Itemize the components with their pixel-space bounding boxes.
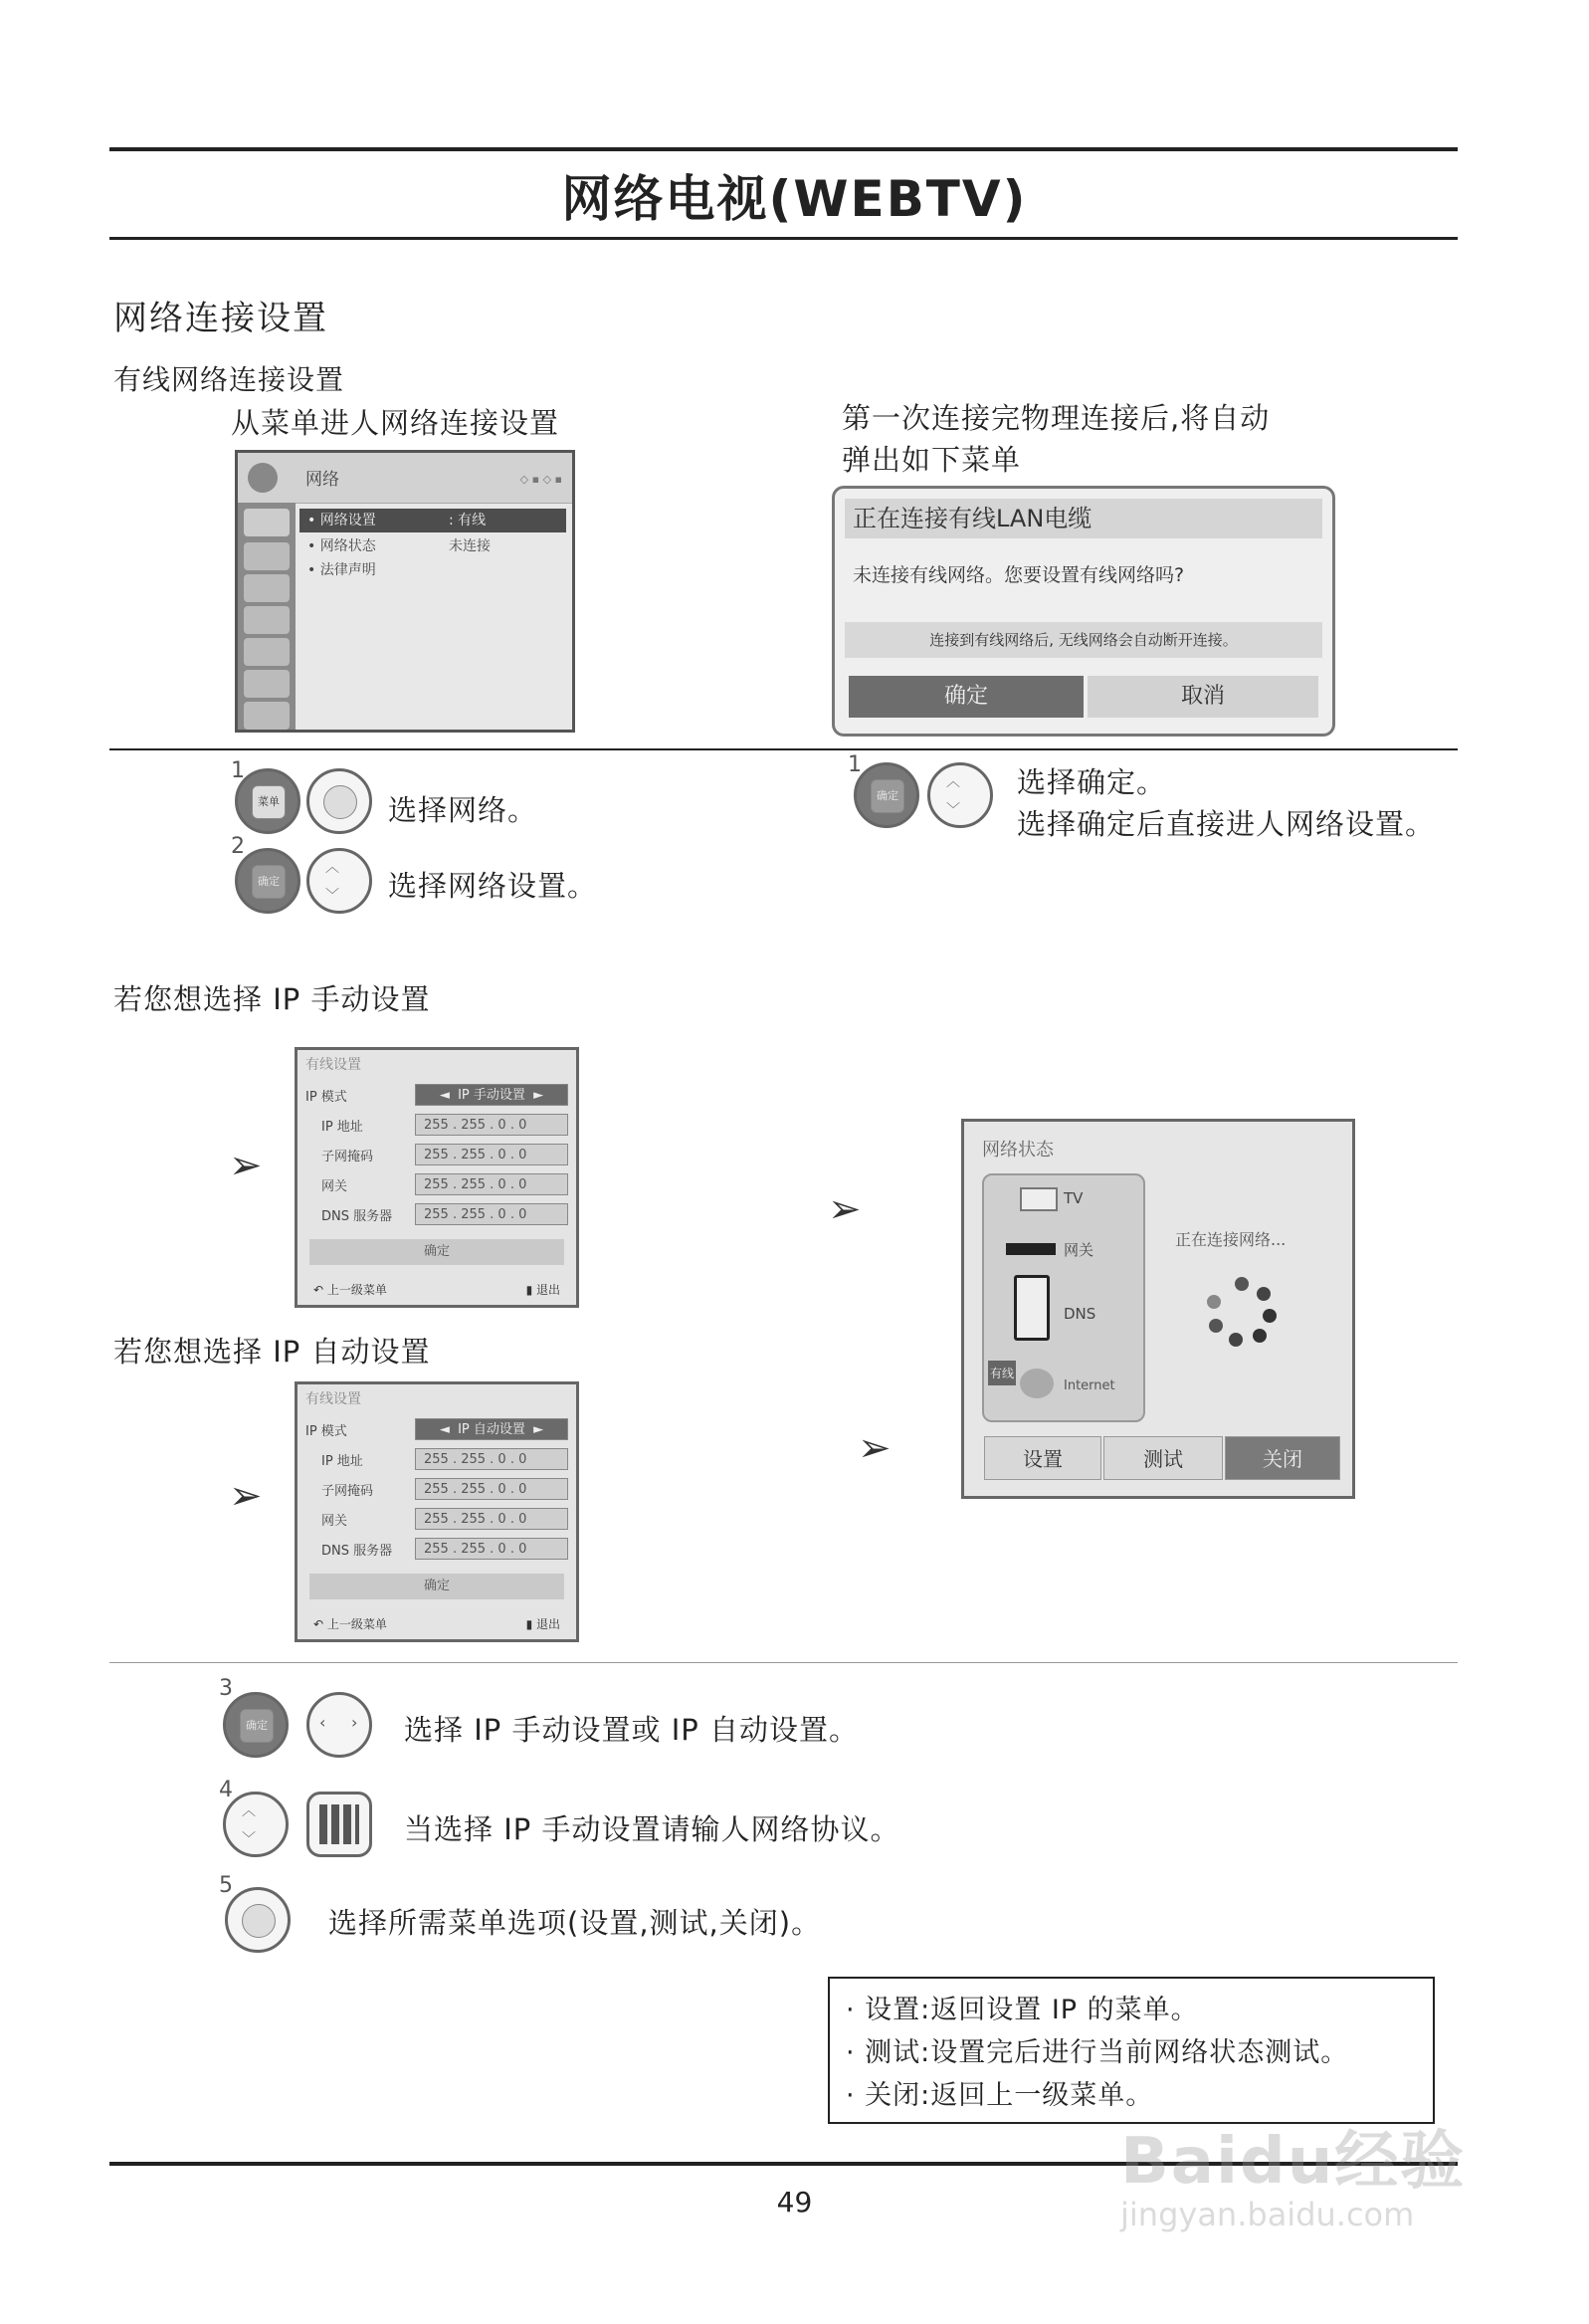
status-topology-panel: TV 网关 DNS Internet 有线 (982, 1173, 1145, 1422)
dialog-title: 正在连接有线LAN电缆 (845, 499, 1322, 538)
arrow-right-icon: ➢ (229, 1473, 263, 1519)
subnet-mask-field[interactable]: 255 . 255 . 0 . 0 (415, 1144, 568, 1165)
network-status-screen (961, 1119, 1355, 1499)
baidu-watermark (1120, 2110, 1466, 2233)
step-4-text: 当选择 IP 手动设置请输人网络协议。 (404, 1812, 900, 1846)
ip-manual-footer: ↶ 上一级菜单 ▮ 退出 (313, 1283, 560, 1297)
leftright-button-icon: ‹ › (306, 1692, 372, 1758)
menu-sidebar (238, 503, 296, 730)
step-num-1: 1 (231, 758, 245, 783)
menu-row-network-setting[interactable]: • 网络设置 : 有线 (299, 509, 566, 532)
menu-header (238, 453, 572, 504)
divider-1 (109, 748, 1458, 750)
watermark-logo: Baidu经验 (1120, 2125, 1467, 2199)
exit-icon: ▮ (525, 1617, 536, 1631)
ip-auto-ok-button[interactable]: 确定 (309, 1574, 564, 1599)
sidebar-wifi-icon[interactable] (244, 702, 290, 730)
status-test-button[interactable]: 测试 (1103, 1436, 1223, 1480)
dns-server-field: 255 . 255 . 0 . 0 (415, 1538, 568, 1560)
status-setting-button[interactable]: 设置 (984, 1436, 1101, 1480)
internet-icon (1020, 1369, 1054, 1398)
ok-button-icon: 确定 (235, 848, 300, 914)
wired-side-label: 有线 (988, 1361, 1016, 1385)
ip-address-field[interactable]: 255 . 255 . 0 . 0 (415, 1114, 568, 1136)
ip-manual-title: 有线设置 (305, 1057, 361, 1073)
dialog-ok-button[interactable]: 确定 (849, 676, 1084, 718)
dialog-cancel-button[interactable]: 取消 (1088, 676, 1318, 718)
network-status-title: 网络状态 (982, 1140, 1054, 1161)
ip-auto-footer: ↶ 上一级菜单 ▮ 退出 (313, 1617, 560, 1631)
sidebar-lock-icon[interactable] (244, 638, 290, 666)
menu-entry-caption: 从菜单进人网络连接设置 (231, 406, 560, 440)
globe-icon (248, 463, 278, 493)
dialog-note: 连接到有线网络后, 无线网络会自动断开连接。 (845, 622, 1322, 658)
dns-server-icon (1014, 1275, 1050, 1341)
nav-hint-icons: ◇ ▪ ◇ ▪ (519, 473, 562, 486)
lan-connect-dialog (832, 486, 1335, 737)
ip-mode-select[interactable]: ◄ IP 自动设置 ► (415, 1418, 568, 1440)
sidebar-time-icon[interactable] (244, 606, 290, 634)
notes-box (828, 1977, 1435, 2124)
connecting-text: 正在连接网络... (1175, 1230, 1287, 1249)
step-3-text: 选择 IP 手动设置或 IP 自动设置。 (404, 1713, 859, 1747)
page-title: 网络电视(WEBTV) (561, 170, 1028, 228)
dpad-button-icon (306, 768, 372, 834)
step-num-3: 3 (219, 1676, 233, 1701)
dpad-button-icon (225, 1887, 291, 1953)
updown-button-icon: ︿ ﹀ (223, 1792, 289, 1857)
tv-icon (1020, 1187, 1058, 1211)
ok-button-icon: 确定 (223, 1692, 289, 1758)
ip-mode-select[interactable]: ◄ IP 手动设置 ► (415, 1084, 568, 1106)
dialog-question: 未连接有线网络。您要设置有线网络吗? (853, 564, 1185, 586)
ip-auto-screen: 有线设置 IP 模式 ◄ IP 自动设置 ► IP 地址 255 . 255 . 0 . 0 子网掩码 255 . 255 . 0 . 0 网关 255 . 255 . 0 . 0 DNS 服务器 255 . 255 . 0 . 0 确定 ↶ 上一级菜单 ▮ 退出 (295, 1381, 579, 1642)
top-rule (109, 147, 1458, 151)
step-5-text: 选择所需菜单选项(设置,测试,关闭)。 (328, 1906, 822, 1940)
loading-spinner-icon (1207, 1277, 1277, 1347)
title-underline (109, 237, 1458, 240)
right-step-num-1: 1 (848, 752, 862, 777)
arrow-left-icon: ➢ (828, 1186, 862, 1232)
dns-server-field[interactable]: 255 . 255 . 0 . 0 (415, 1203, 568, 1225)
note-setting: · 设置:返回设置 IP 的菜单。 (846, 1995, 1199, 2025)
step-num-5: 5 (219, 1873, 233, 1898)
subsection-heading: 有线网络连接设置 (113, 363, 345, 396)
auto-popup-caption-line1: 第一次连接完物理连接后,将自动 (842, 401, 1271, 435)
updown-button-icon: ︿ ﹀ (306, 848, 372, 914)
step-1-text: 选择网络。 (388, 793, 538, 827)
ip-manual-ok-button[interactable]: 确定 (309, 1239, 564, 1265)
sidebar-network-icon[interactable] (244, 509, 290, 536)
network-menu-screen (235, 450, 575, 733)
subnet-mask-field: 255 . 255 . 0 . 0 (415, 1478, 568, 1500)
ip-auto-heading: 若您想选择 IP 自动设置 (113, 1335, 431, 1369)
gateway-field[interactable]: 255 . 255 . 0 . 0 (415, 1173, 568, 1195)
menu-row-network-status[interactable]: • 网络状态 未连接 (307, 538, 491, 554)
menu-button-icon: 菜单 (235, 768, 300, 834)
arrow-right-icon: ➢ (858, 1425, 892, 1471)
right-step-text-2: 选择确定后直接进人网络设置。 (1017, 807, 1436, 841)
exit-icon: ▮ (525, 1283, 536, 1297)
ip-auto-title: 有线设置 (305, 1391, 361, 1407)
menu-title: 网络 (305, 470, 339, 490)
step-num-2: 2 (231, 834, 245, 859)
gateway-icon (1006, 1243, 1056, 1255)
sidebar-settings-icon[interactable] (244, 574, 290, 602)
menu-row-legal[interactable]: • 法律声明 (307, 562, 376, 578)
step-num-4: 4 (219, 1778, 233, 1802)
section-heading: 网络连接设置 (113, 299, 328, 338)
gateway-field: 255 . 255 . 0 . 0 (415, 1508, 568, 1530)
ip-manual-heading: 若您想选择 IP 手动设置 (113, 982, 431, 1016)
sidebar-picture-icon[interactable] (244, 542, 290, 570)
sidebar-calendar-icon[interactable] (244, 670, 290, 698)
ip-manual-screen: 有线设置 IP 模式 ◄ IP 手动设置 ► IP 地址 255 . 255 . 0 . 0 子网掩码 255 . 255 . 0 . 0 网关 255 . 255 . 0 . 0 DNS 服务器 255 . 255 . 0 . 0 确定 ↶ 上一级菜单 ▮ 退出 (295, 1047, 579, 1308)
step-2-text: 选择网络设置。 (388, 869, 598, 903)
ip-mode-label: IP 模式 (305, 1424, 347, 1439)
ip-mode-label: IP 模式 (305, 1090, 347, 1105)
note-test: · 测试:设置完后进行当前网络状态测试。 (846, 2037, 1349, 2068)
status-close-button[interactable]: 关闭 (1225, 1436, 1340, 1480)
back-icon: ↶ (313, 1617, 327, 1631)
page-number: 49 (776, 2186, 813, 2218)
ip-address-field: 255 . 255 . 0 . 0 (415, 1448, 568, 1470)
note-close: · 关闭:返回上一级菜单。 (846, 2080, 1154, 2111)
back-icon: ↶ (313, 1283, 327, 1297)
right-ok-button-icon: 确定 (854, 762, 919, 828)
watermark-url: jingyan.baidu.com (1120, 2196, 1415, 2233)
right-step-text-1: 选择确定。 (1017, 765, 1167, 799)
right-updown-button-icon: ︿ ﹀ (927, 762, 993, 828)
auto-popup-caption-line2: 弹出如下菜单 (842, 443, 1022, 477)
number-keypad-icon (306, 1792, 372, 1857)
divider-2 (109, 1662, 1458, 1663)
arrow-right-icon: ➢ (229, 1143, 263, 1188)
